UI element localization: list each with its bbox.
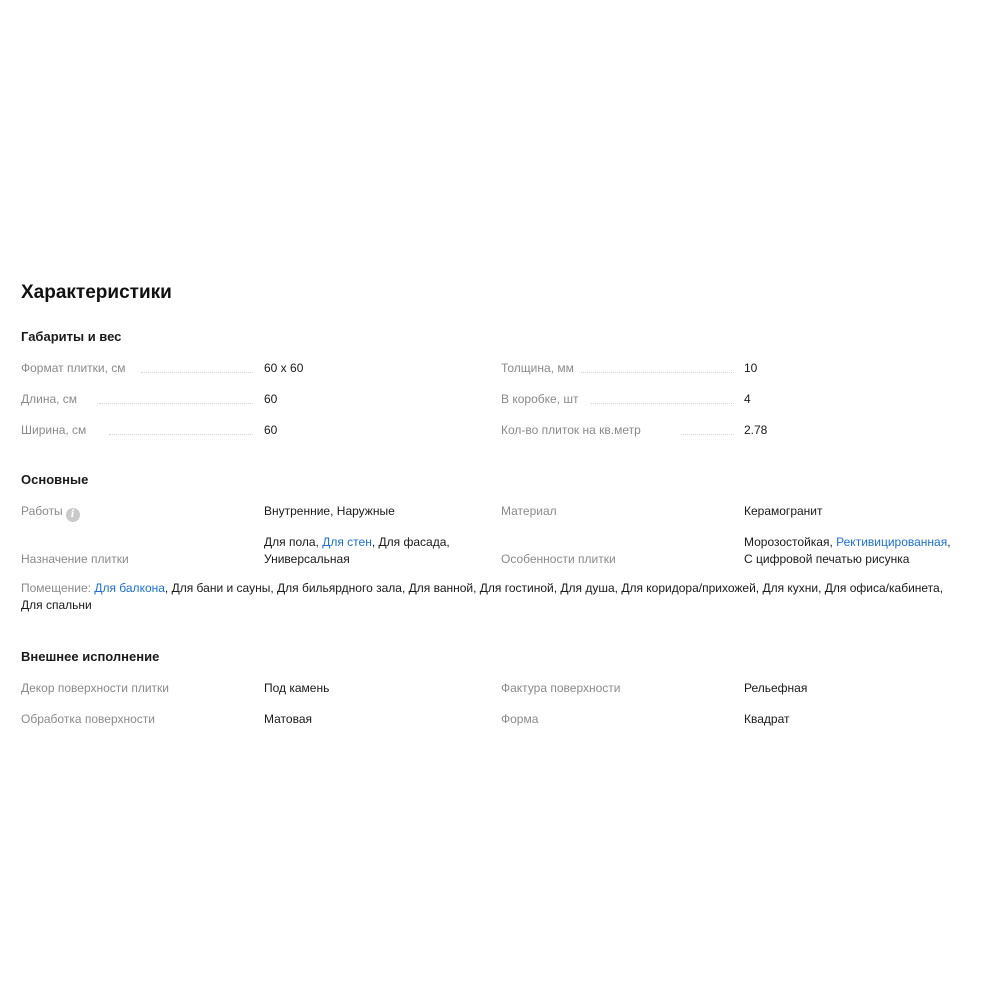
spec-value: Квадрат (744, 712, 790, 726)
purpose-text: Универсальная (264, 552, 350, 566)
features-text: , (947, 535, 951, 549)
spec-label: Длина, см (21, 392, 78, 406)
dotted-leader (99, 403, 253, 404)
spec-value: 4 (744, 392, 751, 406)
spec-label: Декор поверхности плитки (21, 681, 169, 695)
spec-value: Рельефная (744, 681, 808, 695)
spec-label: Ширина, см (21, 423, 87, 437)
spec-label-work (21, 503, 80, 522)
spec-row (21, 360, 981, 391)
spec-label: В коробке, шт (501, 392, 579, 406)
spec-value: 60 (264, 423, 278, 437)
spec-label: Фактура поверхности (501, 681, 621, 695)
features-text: Морозостойкая, (744, 535, 837, 549)
section-appearance (21, 648, 981, 742)
spec-value: 10 (744, 361, 758, 375)
section-main (21, 471, 981, 614)
spec-value-purpose (264, 534, 450, 568)
spec-label: Материал (501, 504, 557, 518)
features-link-rectified[interactable]: Рективицированная (836, 535, 948, 549)
spec-value: Керамогранит (744, 504, 823, 518)
purpose-text: Для пола, (264, 535, 323, 549)
spec-row (21, 680, 981, 711)
spec-label: Формат плитки, см (21, 361, 126, 375)
spec-row (21, 534, 981, 580)
characteristics-panel (21, 278, 981, 742)
spec-label: Особенности плитки (501, 552, 616, 566)
section-dimensions (21, 328, 981, 453)
spec-value: Внутренние, Наружные (264, 504, 395, 518)
spec-row (21, 503, 981, 534)
section-title-appearance: Внешнее исполнение (21, 649, 160, 664)
dotted-leader (681, 434, 734, 435)
dotted-leader (109, 434, 253, 435)
spec-value: 2.78 (744, 423, 768, 437)
spec-label: Назначение плитки (21, 552, 129, 566)
spec-row (21, 391, 981, 422)
room-link-balcony[interactable]: Для балкона (94, 581, 165, 595)
spec-label: Толщина, мм (501, 361, 574, 375)
dotted-leader (591, 403, 734, 404)
dotted-leader (141, 372, 253, 373)
spec-row (21, 422, 981, 453)
dotted-leader (581, 372, 734, 373)
spec-label: Форма (501, 712, 539, 726)
spec-value: 60 (264, 392, 278, 406)
spec-label: Обработка поверхности (21, 712, 155, 726)
room-row (21, 580, 981, 614)
spec-row (21, 711, 981, 742)
features-text: С цифровой печатью рисунка (744, 552, 910, 566)
spec-value-features (744, 534, 951, 568)
spec-label: Работы (21, 504, 63, 518)
spec-label: Кол-во плиток на кв.метр (501, 423, 641, 437)
page-title: Характеристики (21, 282, 172, 303)
spec-value: 60 x 60 (264, 361, 304, 375)
room-label: Помещение: (21, 581, 91, 595)
room-list: , Для бани и сауны, Для бильярдного зала, Для ванной, Для гостиной, Для душа, Для коридора/прихожей, Для кухни, Для офиса/кабинета, (164, 581, 944, 595)
spec-value: Матовая (264, 712, 312, 726)
spec-value: Под камень (264, 681, 330, 695)
section-title-dimensions: Габариты и вес (21, 329, 122, 344)
purpose-text: , Для фасада, (371, 535, 450, 549)
purpose-link-walls[interactable]: Для стен (322, 535, 372, 549)
info-icon[interactable]: i (66, 508, 80, 522)
section-title-main: Основные (21, 472, 89, 487)
room-list: Для спальни (21, 598, 92, 612)
